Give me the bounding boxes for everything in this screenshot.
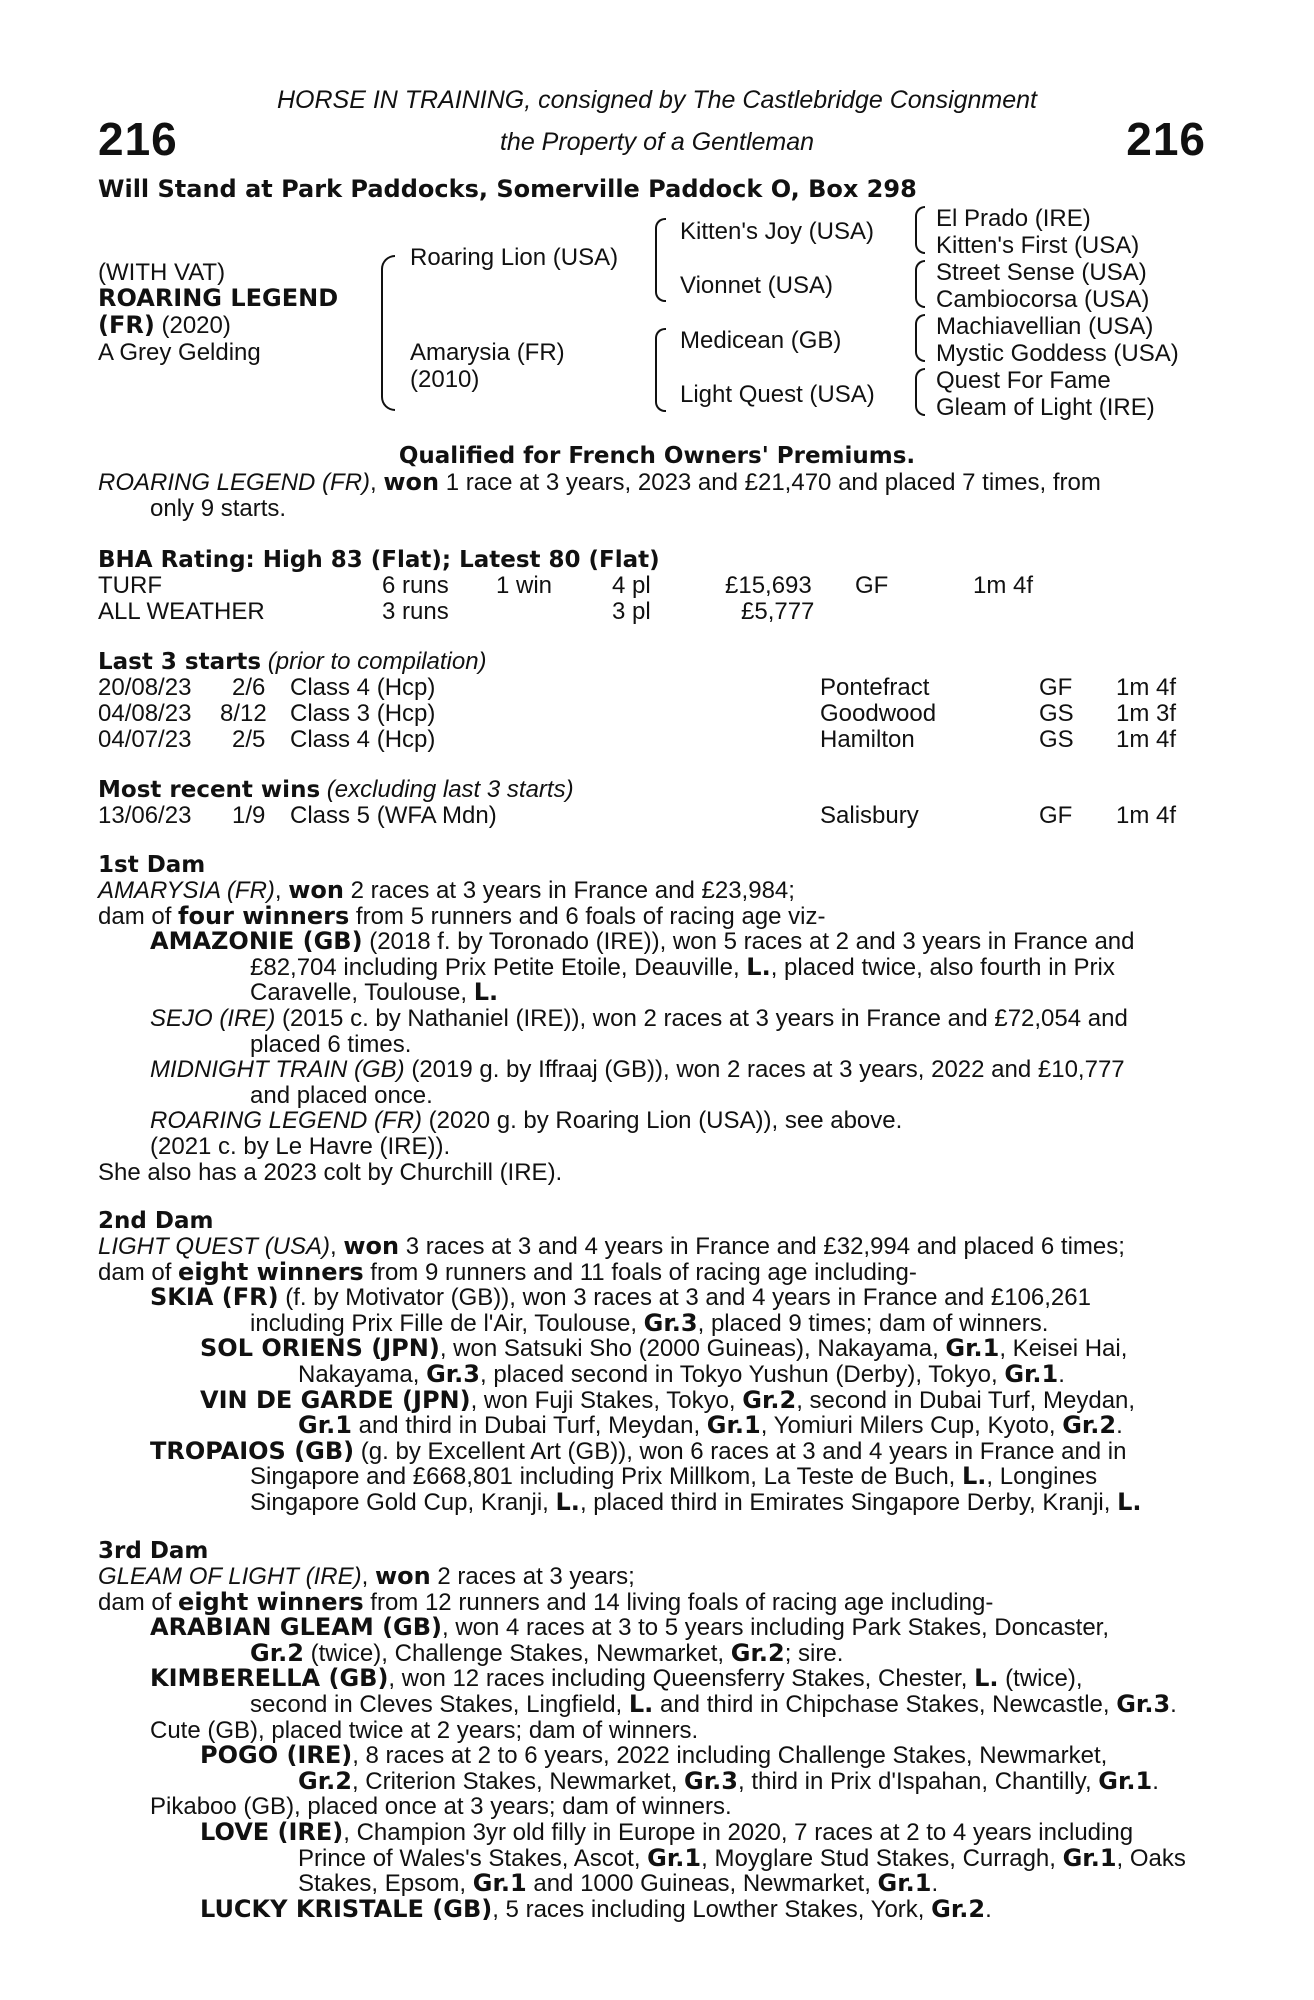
property-line: the Property of a Gentleman (499, 128, 815, 156)
pedigree-brace (381, 255, 395, 411)
first-dam-title: 1st Dam (98, 852, 206, 878)
ggp-7: Quest For Fame (936, 367, 1111, 394)
dam-year: (2010) (410, 366, 480, 393)
ggp-1: El Prado (IRE) (936, 205, 1091, 232)
progeny-skia: SKIA (FR) (f. by Motivator (GB)), won 3 races at 3 and 4 years in France and £106,261 (150, 1283, 1091, 1312)
progeny-arabian-gleam: ARABIAN GLEAM (GB), won 4 races at 3 to 5 years including Park Stakes, Doncaster, (150, 1613, 1110, 1642)
ggp-5: Machiavellian (USA) (936, 313, 1154, 340)
sire-sire: Kitten's Joy (USA) (680, 218, 874, 245)
progeny-amazonie: AMAZONIE (GB) (2018 f. by Toronado (IRE)), won 5 races at 2 and 3 years in France and (150, 927, 1135, 956)
progeny-sol-oriens: SOL ORIENS (JPN), won Satsuki Sho (2000 Guineas), Nakayama, Gr.1, Keisei Hai, (200, 1334, 1128, 1363)
third-dam-section: GLEAM OF LIGHT (IRE), won 2 races at 3 years; dam of eight winners from 12 runners and 14 living foals of racing age including- ARABIAN GLEAM (GB), won 4 races at 3 to 5 years including Park Stakes, Doncaster, Gr.2 (twice), Challenge Stakes, Newmarket, Gr.2; sire. KIMBERELLA (GB), won 12 races including Queensferry Stakes, Chester, L. (twice), second in Cleves Stakes, Lingfield, L. and third in Chipchase Stakes, Newcastle, Gr.3. Cute (GB), placed twice at 2 years; dam of winners. POGO (IRE), 8 races at 2 to 6 years, 2022 including Challenge Stakes, Newmarket, Gr.2, Criterion Stakes, Newmarket, Gr.3, third in Prix d'Ispahan, Chantilly, Gr.1. Pikaboo (GB), placed once at 3 years; dam of winners. LOVE (IRE), Champion 3yr old filly in Europe in 2020, 7 races at 2 to 4 years including Prince of Wales's Stakes, Ascot, Gr.1, Moyglare Stud Stakes, Curragh, Gr.1, Oaks Stakes, Epsom, Gr.1 and 1000 Guineas, Newmarket, Gr.1. LUCKY KRISTALE (GB), 5 races including Lowther Stakes, York, Gr.2. (98, 1564, 1204, 1922)
consignor-line: HORSE IN TRAINING, consigned by The Castlebridge Consignment (276, 86, 1038, 114)
second-dam-title: 2nd Dam (98, 1208, 214, 1234)
vat-status: (WITH VAT) (98, 259, 226, 286)
recent-win-row: 13/06/23 1/9 Class 5 (WFA Mdn) Salisbury GF 1m 4f (98, 802, 1177, 829)
start-row-3: 04/07/23 2/5 Class 4 (Hcp) Hamilton GS 1m 4f (98, 726, 1177, 753)
g-brace-2 (915, 260, 925, 308)
g-brace-3 (915, 314, 925, 362)
horse-origin-year (98, 311, 231, 340)
summary-line-1: ROARING LEGEND (FR), won 1 race at 3 years, 2023 and £21,470 and placed 7 times, from (98, 468, 1101, 496)
third-dam-title: 3rd Dam (98, 1538, 209, 1564)
summary-line-2: only 9 starts. (150, 494, 287, 522)
horse-origin: (FR) (98, 311, 155, 339)
recent-wins-title: Most recent wins (excluding last 3 starts) (98, 776, 574, 803)
rating-row-aw: ALL WEATHER 3 runs 3 pl £5,777 (98, 598, 815, 625)
horse-description: A Grey Gelding (98, 339, 261, 366)
sire-brace (655, 218, 666, 302)
g-brace-1 (915, 206, 925, 254)
progeny-lucky-kristale: LUCKY KRISTALE (GB), 5 races including Lowther Stakes, York, Gr.2. (200, 1894, 992, 1923)
start-row-1: 20/08/23 2/6 Class 4 (Hcp) Pontefract GF 1m 4f (98, 674, 1177, 701)
horse-year: (2020) (154, 312, 231, 339)
rating-row-turf: TURF 6 runs 1 win 4 pl £15,693 GF 1m 4f (98, 572, 1034, 599)
progeny-tropaios: TROPAIOS (GB) (g. by Excellent Art (GB)), won 6 races at 3 and 4 years in France and in (150, 1436, 1127, 1465)
race-summary (98, 470, 1204, 521)
progeny-pikaboo: Pikaboo (GB), placed once at 3 years; dam of winners. (150, 1793, 732, 1821)
progeny-love: LOVE (IRE), Champion 3yr old filly in Europe in 2020, 7 races at 2 to 4 years including (200, 1817, 1134, 1846)
first-dam-section: AMARYSIA (FR), won 2 races at 3 years in France and £23,984; dam of four winners from 5 runners and 6 foals of racing age viz- AMAZONIE (GB) (2018 f. by Toronado (IRE)), won 5 races at 2 and 3 years in France and £82,704 including Prix Petite Etoile, Deauville, L., placed twice, also fourth in Prix Caravelle, Toulouse, L. SEJO (IRE) (2015 c. by Nathaniel (IRE)), won 2 races at 3 years in France and £72,054 and placed 6 times. MIDNIGHT TRAIN (GB) (2019 g. by Iffraaj (GB)), won 2 races at 3 years, 2022 and £10,777 and placed once. ROARING LEGEND (FR) (2020 g. by Roaring Lion (USA)), see above. (2021 c. by Le Havre (IRE)). She also has a 2023 colt by Churchill (IRE). (98, 878, 1204, 1185)
start-row-2: 04/08/23 8/12 Class 3 (Hcp) Goodwood GS 1m 3f (98, 700, 1177, 727)
g-brace-4 (915, 368, 925, 416)
premium-qualification: Qualified for French Owners' Premiums. (398, 443, 916, 469)
lot-number-left: 216 (98, 113, 178, 165)
progeny-kimberella: KIMBERELLA (GB), won 12 races including Queensferry Stakes, Chester, L. (twice), (150, 1664, 1083, 1693)
dam-dam: Light Quest (USA) (680, 381, 875, 408)
ggp-8: Gleam of Light (IRE) (936, 394, 1155, 421)
sire-dam: Vionnet (USA) (680, 272, 833, 299)
dam-sire: Medicean (GB) (680, 327, 842, 354)
last3-title: Last 3 starts (prior to compilation) (98, 648, 487, 675)
ggp-6: Mystic Goddess (USA) (936, 340, 1179, 367)
dam-brace (655, 328, 666, 412)
second-dam-section: LIGHT QUEST (USA), won 3 races at 3 and 4 years in France and £32,994 and placed 6 times; dam of eight winners from 9 runners and 11 foals of racing age including- SKIA (FR) (f. by Motivator (GB)), won 3 races at 3 and 4 years in France and £106,261 including Prix Fille de l'Air, Toulouse, Gr.3, placed 9 times; dam of winners. SOL ORIENS (JPN), won Satsuki Sho (2000 Guineas), Nakayama, Gr.1, Keisei Hai, Nakayama, Gr.3, placed second in Tokyo Yushun (Derby), Tokyo, Gr.1. VIN DE GARDE (JPN), won Fuji Stakes, Tokyo, Gr.2, second in Dubai Turf, Meydan, Gr.1 and third in Dubai Turf, Meydan, Gr.1, Yomiuri Milers Cup, Kyoto, Gr.2. TROPAIOS (GB) (g. by Excellent Art (GB)), won 6 races at 3 and 4 years in France and in Singapore and £668,801 including Prix Millkom, La Teste de Buch, L., Longines Singapore Gold Cup, Kranji, L., placed third in Emirates Singapore Derby, Kranji, L. (98, 1234, 1204, 1516)
ggp-4: Cambiocorsa (USA) (936, 286, 1150, 313)
horse-name: ROARING LEGEND (98, 284, 339, 312)
dam: Amarysia (FR) (410, 339, 565, 366)
progeny-vin-de-garde: VIN DE GARDE (JPN), won Fuji Stakes, Tokyo, Gr.2, second in Dubai Turf, Meydan, (200, 1385, 1136, 1414)
progeny-midnight-train: MIDNIGHT TRAIN (GB) (2019 g. by Iffraaj (GB)), won 2 races at 3 years, 2022 and £10,777 (150, 1056, 1125, 1084)
sire: Roaring Lion (USA) (410, 244, 619, 271)
ggp-2: Kitten's First (USA) (936, 232, 1140, 259)
ggp-3: Street Sense (USA) (936, 259, 1147, 286)
progeny-cute: Cute (GB), placed twice at 2 years; dam of winners. (150, 1716, 699, 1744)
progeny-sejo: SEJO (IRE) (2015 c. by Nathaniel (IRE)), won 2 races at 3 years in France and £72,054 and (150, 1004, 1128, 1032)
stand-location: Will Stand at Park Paddocks, Somerville Paddock O, Box 298 (98, 175, 917, 203)
progeny-pogo: POGO (IRE), 8 races at 2 to 6 years, 2022 including Challenge Stakes, Newmarket, (200, 1741, 1108, 1770)
lot-number-right: 216 (1126, 113, 1206, 165)
bha-rating: BHA Rating: High 83 (Flat); Latest 80 (Flat) (98, 547, 660, 573)
progeny-roaring-legend: ROARING LEGEND (FR) (2020 g. by Roaring Lion (USA)), see above. (150, 1107, 903, 1135)
